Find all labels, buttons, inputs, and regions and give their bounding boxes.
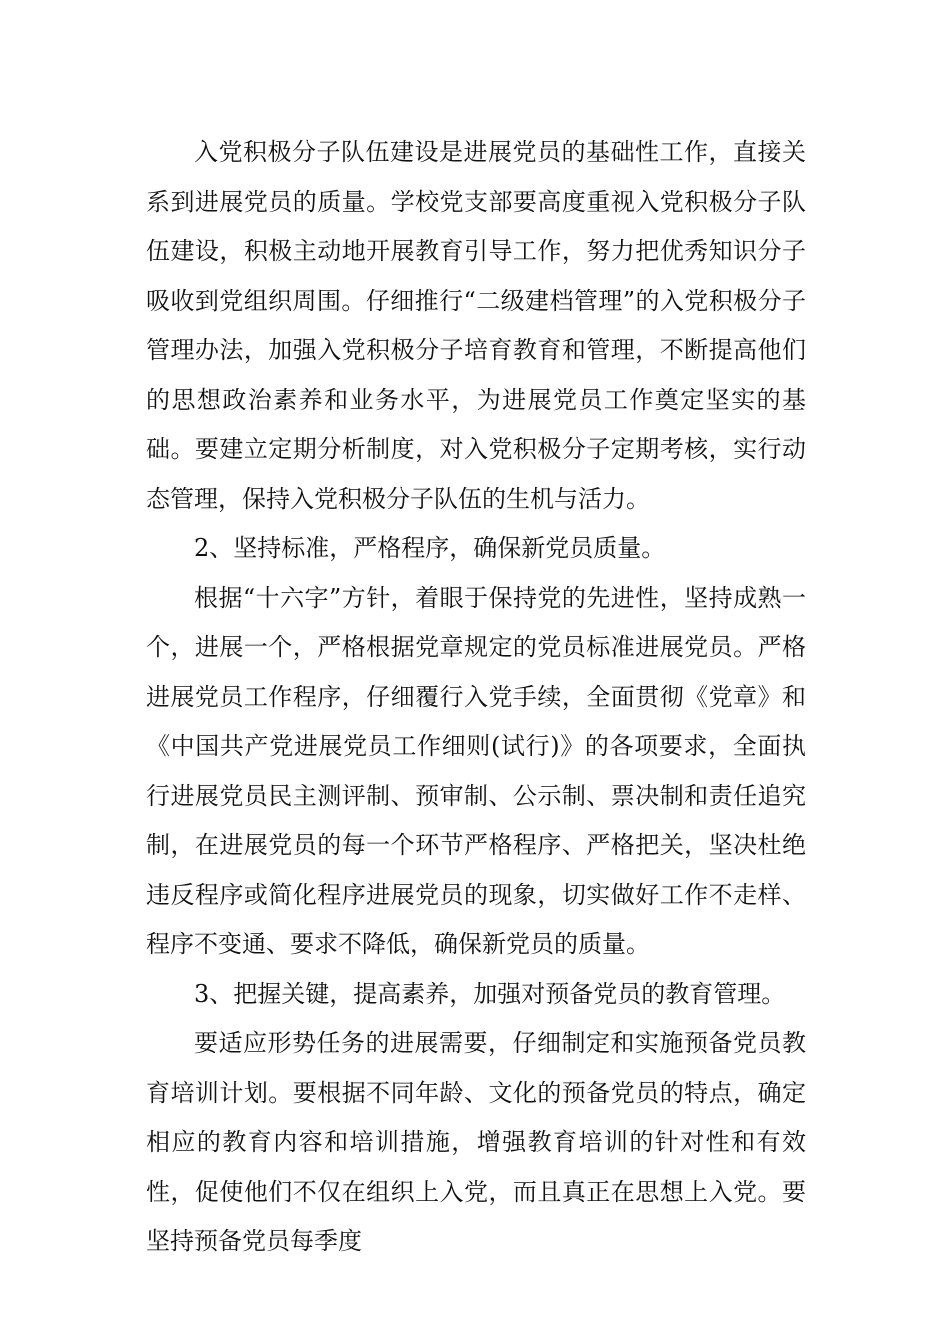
section-heading-3: 3、把握关键，提高素养，加强对预备党员的教育管理。 <box>194 979 786 1008</box>
paragraph-standards-procedure: 根据“十六字”方针，着眼于保持党的先进性，坚持成熟一个，进展一个，严格根据党章规定的党员标准进展党员。严格进展党员工作程序，仔细覆行入党手续，全面贯彻《党章》和《中国共产党进展党员工作细则(试行)》的各项要求，全面执行进展党员民主测评制、预审制、公示制、票决制和责任追究制，在进展党员的每一个环节严格程序、严格把关，坚决杜绝违反程序或简化程序进展党员的现象，切实做好工作不走样、程序不变通、要求不降低，确保新党员的质量。 <box>146 583 806 958</box>
section-heading-2: 2、坚持标准，严格程序，确保新党员质量。 <box>194 534 666 562</box>
paragraph-activist-team: 入党积极分子队伍建设是进展党员的基础性工作，直接关系到进展党员的质量。学校党支部要高度重视入党积极分子队伍建设，积极主动地开展教育引导工作，努力把优秀知识分子吸收到党组织周围。仔细推行“二级建档管理”的入党积极分子管理办法，加强入党积极分子培育教育和管理，不断提高他们的思想政治素养和业务水平，为进展党员工作奠定坚实的基础。要建立定期分析制度，对入党积极分子定期考核，实行动态管理，保持入党积极分子队伍的生机与活力。 <box>146 138 806 513</box>
document-body <box>146 128 806 1267</box>
paragraph-probationary-training: 要适应形势任务的进展需要，仔细制定和实施预备党员教育培训计划。要根据不同年龄、文化的预备党员的特点，确定相应的教育内容和培训措施，增强教育培训的针对性和有效性，促使他们不仅在组织上入党，而且真正在思想上入党。要坚持预备党员每季度 <box>146 1029 806 1255</box>
